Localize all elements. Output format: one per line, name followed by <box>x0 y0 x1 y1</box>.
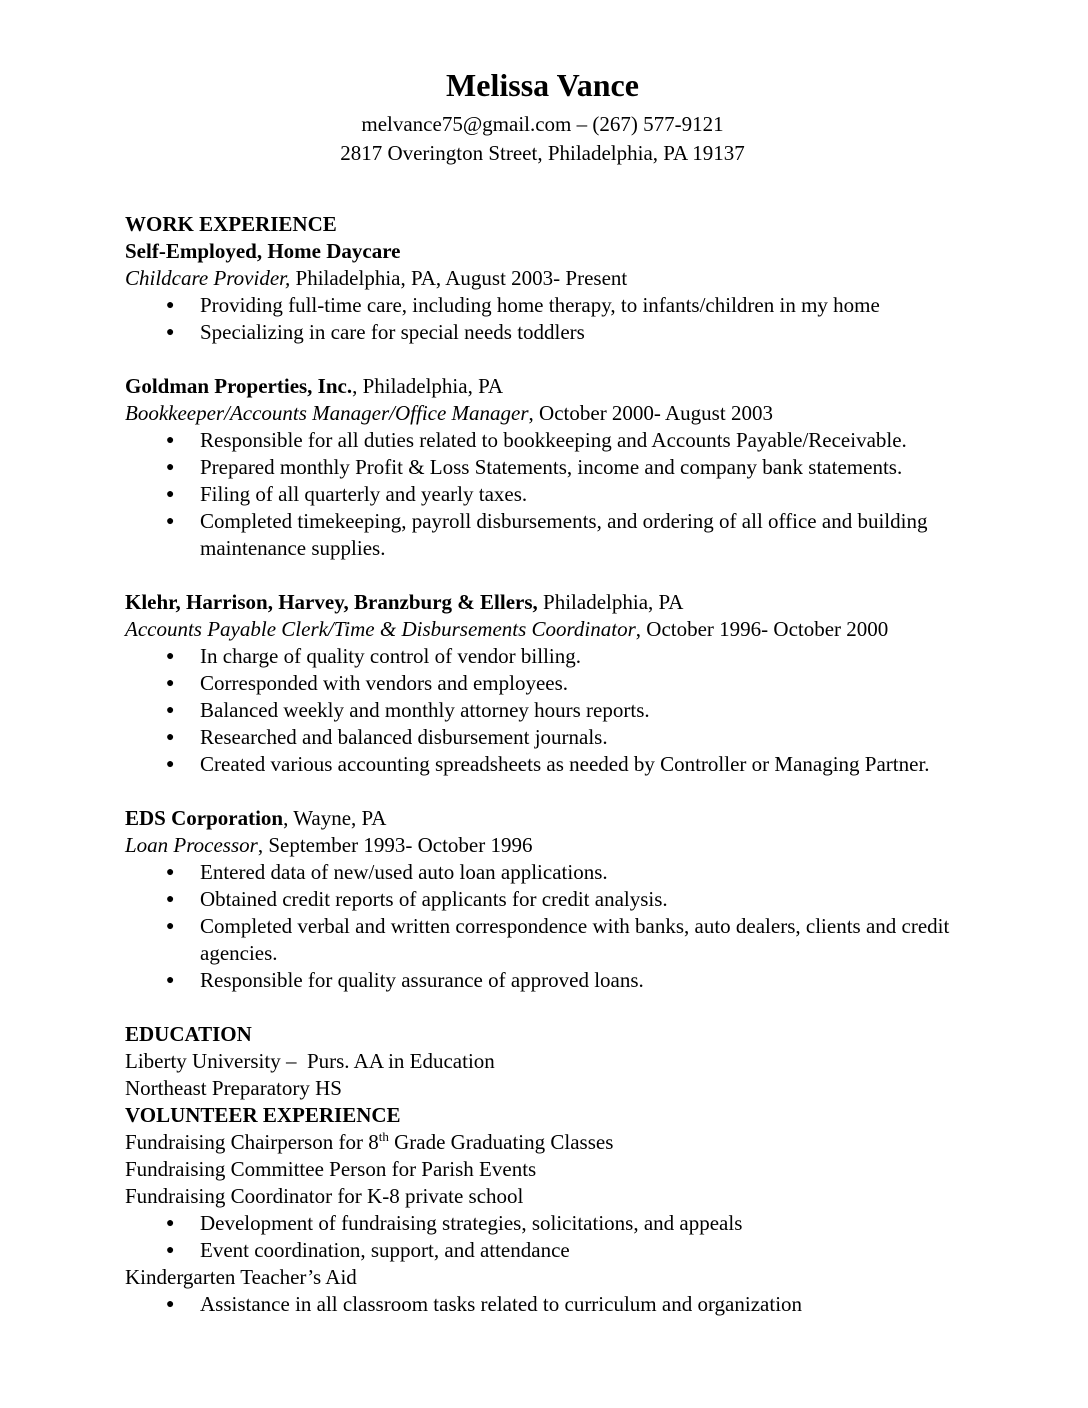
bullet-item: ● Filing of all quarterly and yearly taxes. <box>125 481 960 508</box>
section-heading-volunteer-experience: VOLUNTEER EXPERIENCE <box>125 1103 401 1127</box>
job-entry-goldman-properties <box>125 373 960 562</box>
job-role-dates: , September 1993- October 1996 <box>257 833 533 857</box>
job-company-location: , Philadelphia, PA <box>352 374 504 398</box>
volunteer-kindergarten-bullet-list <box>125 1291 960 1318</box>
volunteer-chair-text: Fundraising Chairperson for 8 <box>125 1130 379 1154</box>
bullet-item: ● Created various accounting spreadsheets as needed by Controller or Managing Partner. <box>125 751 960 778</box>
job-role-dates: , October 2000- August 2003 <box>528 401 773 425</box>
job-role-line <box>125 616 960 643</box>
bullet-item: ● Completed verbal and written correspondence with banks, auto dealers, clients and credit agencies. <box>125 913 960 967</box>
bullet-item: ● Event coordination, support, and attendance <box>125 1237 960 1264</box>
job-role-title: Accounts Payable Clerk/Time & Disbursements Coordinator <box>125 617 636 641</box>
bullet-item: ● Development of fundraising strategies, solicitations, and appeals <box>125 1210 960 1237</box>
bullet-item: ● Prepared monthly Profit & Loss Statements, income and company bank statements. <box>125 454 960 481</box>
job-entry-eds-corporation <box>125 805 960 994</box>
job-entry-self-employed <box>125 238 960 346</box>
bullet-item: ● Responsible for all duties related to bookkeeping and Accounts Payable/Receivable. <box>125 427 960 454</box>
job-role-title: Childcare Provider, <box>125 266 291 290</box>
education-line-northeast-preparatory: Northeast Preparatory HS <box>125 1076 342 1100</box>
job-company-line <box>125 238 960 265</box>
job-company-line <box>125 373 960 400</box>
bullet-item: ● Providing full-time care, including home therapy, to infants/children in my home <box>125 292 960 319</box>
job-company-name: Self-Employed, Home Daycare <box>125 239 401 263</box>
job-company-name: Klehr, Harrison, Harvey, Branzburg & Ellers, <box>125 590 538 614</box>
volunteer-line-fundraising-committee: Fundraising Committee Person for Parish Events <box>125 1157 537 1181</box>
job-company-location: Philadelphia, PA <box>537 590 684 614</box>
job-entry-klehr-harrison <box>125 589 960 778</box>
bullet-item: ● Specializing in care for special needs toddlers <box>125 319 960 346</box>
job-role-line <box>125 265 960 292</box>
job-bullet-list <box>125 427 960 562</box>
job-role-line <box>125 400 960 427</box>
education-line-liberty-university: Liberty University – Purs. AA in Education <box>125 1049 495 1073</box>
resume-header <box>125 66 960 168</box>
job-company-line <box>125 805 960 832</box>
bullet-item: ● Obtained credit reports of applicants for credit analysis. <box>125 886 960 913</box>
job-role-title: Loan Processor <box>125 833 258 857</box>
section-heading-education: EDUCATION <box>125 1022 252 1046</box>
volunteer-line-kindergarten-teachers-aid: Kindergarten Teacher’s Aid <box>125 1265 357 1289</box>
job-company-name: Goldman Properties, Inc. <box>125 374 353 398</box>
job-company-location: , Wayne, PA <box>283 806 387 830</box>
volunteer-line-fundraising-chairperson <box>125 1129 960 1156</box>
volunteer-line-fundraising-coordinator: Fundraising Coordinator for K-8 private school <box>125 1184 524 1208</box>
job-company-name: EDS Corporation <box>125 806 284 830</box>
volunteer-chair-text-rest: Grade Graduating Classes <box>388 1130 614 1154</box>
contact-address: 2817 Overington Street, Philadelphia, PA 19137 <box>340 141 745 165</box>
job-company-line <box>125 589 960 616</box>
bullet-item: ● Responsible for quality assurance of approved loans. <box>125 967 960 994</box>
job-role-dates: , October 1996- October 2000 <box>635 617 889 641</box>
bullet-item: ● Researched and balanced disbursement journals. <box>125 724 960 751</box>
bullet-item: ● Entered data of new/used auto loan applications. <box>125 859 960 886</box>
job-role-title: Bookkeeper/Accounts Manager/Office Manager <box>125 401 529 425</box>
ordinal-superscript: th <box>378 1129 389 1144</box>
section-heading-work-experience: WORK EXPERIENCE <box>125 212 337 236</box>
bullet-item: ● Corresponded with vendors and employees. <box>125 670 960 697</box>
job-role-dates: Philadelphia, PA, August 2003- Present <box>290 266 628 290</box>
bullet-item: ● In charge of quality control of vendor billing. <box>125 643 960 670</box>
resume-body <box>125 211 960 1318</box>
person-name: Melissa Vance <box>446 67 639 103</box>
volunteer-bullet-list <box>125 1210 960 1264</box>
bullet-item: ● Balanced weekly and monthly attorney hours reports. <box>125 697 960 724</box>
bullet-item: ● Assistance in all classroom tasks related to curriculum and organization <box>125 1291 960 1318</box>
bullet-item: ● Completed timekeeping, payroll disbursements, and ordering of all office and building maintenance supplies. <box>125 508 960 562</box>
contact-email-phone: melvance75@gmail.com – (267) 577-9121 <box>361 112 724 136</box>
job-role-line <box>125 832 960 859</box>
job-bullet-list <box>125 643 960 778</box>
job-bullet-list <box>125 859 960 994</box>
job-bullet-list <box>125 292 960 346</box>
